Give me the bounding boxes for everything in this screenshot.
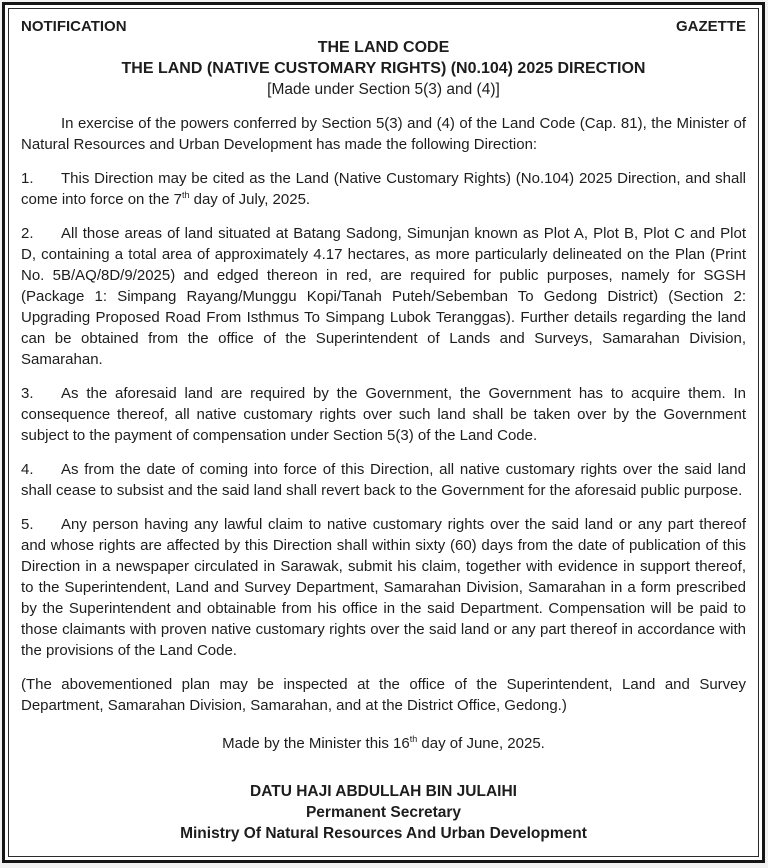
clause-1-text-after: day of July, 2025. xyxy=(189,191,311,208)
signature-block xyxy=(21,781,746,844)
ordinal-superscript: th xyxy=(409,734,418,744)
ordinal-superscript: th xyxy=(181,190,190,200)
clause-3-text: As the aforesaid land are required by the Government, the Government has to acquire them. In consequence thereof, all native customary rights over such land shall be taken over by the Government subject to the payment of compensation under Section 5(3) of the Land Code. xyxy=(21,385,746,444)
clause-1-text: This Direction may be cited as the Land (Native Customary Rights) (No.104) 2025 Direction, and shall come into force on the 7 xyxy=(21,170,746,208)
gazette-label: GAZETTE xyxy=(676,18,746,35)
intro-paragraph: In exercise of the powers conferred by Section 5(3) and (4) of the Land Code (Cap. 81), the Minister of Natural Resources and Urban Development has made the following Direction: xyxy=(21,115,746,153)
clause-5-text: Any person having any lawful claim to native customary rights over the said land or any part thereof and whose rights are affected by this Direction shall within sixty (60) days from the date of publication of this Direction in a newspaper circulated in Sarawak, submit his claim, together with evidence in support thereof, to the Superintendent, Land and Survey Department, Samarahan Division, Samarahan in a form prescribed by the Superintendent and obtainable from his office in the said Department. Compensation will be paid to those claimants with proven native customary rights over the said land or any part thereof in accordance with the provisions of the Land Code. xyxy=(21,516,746,659)
plan-inspection-note: (The abovementioned plan may be inspected at the office of the Superintendent, Land and Survey Department, Samarahan Division, Samarahan, and at the District Office, Gedong.) xyxy=(21,676,746,714)
clause-4 xyxy=(21,459,746,501)
clause-3 xyxy=(21,383,746,446)
gazette-page xyxy=(2,2,765,863)
clause-2-number: 2. xyxy=(21,225,34,242)
clause-4-text: As from the date of coming into force of this Direction, all native customary rights over the said land shall cease to subsist and the said land shall revert back to the Government for the aforesaid public purpose. xyxy=(21,461,746,499)
clause-1-number: 1. xyxy=(21,170,34,187)
clause-4-number: 4. xyxy=(21,461,34,478)
clause-5 xyxy=(21,514,746,661)
clause-5-number: 5. xyxy=(21,516,34,533)
clause-2 xyxy=(21,223,746,370)
signatory-title: Permanent Secretary xyxy=(305,804,462,821)
clause-3-number: 3. xyxy=(21,385,34,402)
made-under-section-line: [Made under Section 5(3) and (4)] xyxy=(267,81,500,98)
clause-2-text: All those areas of land situated at Batang Sadong, Simunjan known as Plot A, Plot B, Plot C and Plot D, containing a total area of approximately 4.17 hectares, as more particularly delineated on the Plan (Print No. 5B/AQ/8D/9/2025) and edged thereon in red, are required for public purposes, namely for SGSH (Package 1: Simpang Rayang/Munggu Kopi/Tanah Puteh/Sebemban To Gedong District) (Section 2: Upgrading Proposed Road From Isthmus To Simpang Lubok Teranggas). Further details regarding the land can be obtained from the office of the Superintendent of Lands and Surveys, Samarahan Division, Samarahan. xyxy=(21,225,746,368)
document-subtitle: THE LAND (NATIVE CUSTOMARY RIGHTS) (N0.104) 2025 DIRECTION xyxy=(121,60,646,77)
clause-1 xyxy=(21,168,746,210)
title-block xyxy=(21,37,746,100)
masthead xyxy=(21,17,746,36)
document-title: THE LAND CODE xyxy=(317,39,450,56)
made-by-minister-line xyxy=(21,733,746,754)
gazette-page-inner-border xyxy=(8,8,759,857)
signatory-name: DATU HAJI ABDULLAH BIN JULAIHI xyxy=(250,783,517,800)
signatory-ministry: Ministry Of Natural Resources And Urban Development xyxy=(180,825,587,842)
made-by-text-after: day of June, 2025. xyxy=(417,735,545,752)
made-by-text: Made by the Minister this 16 xyxy=(222,735,410,752)
notification-label: NOTIFICATION xyxy=(21,18,127,35)
